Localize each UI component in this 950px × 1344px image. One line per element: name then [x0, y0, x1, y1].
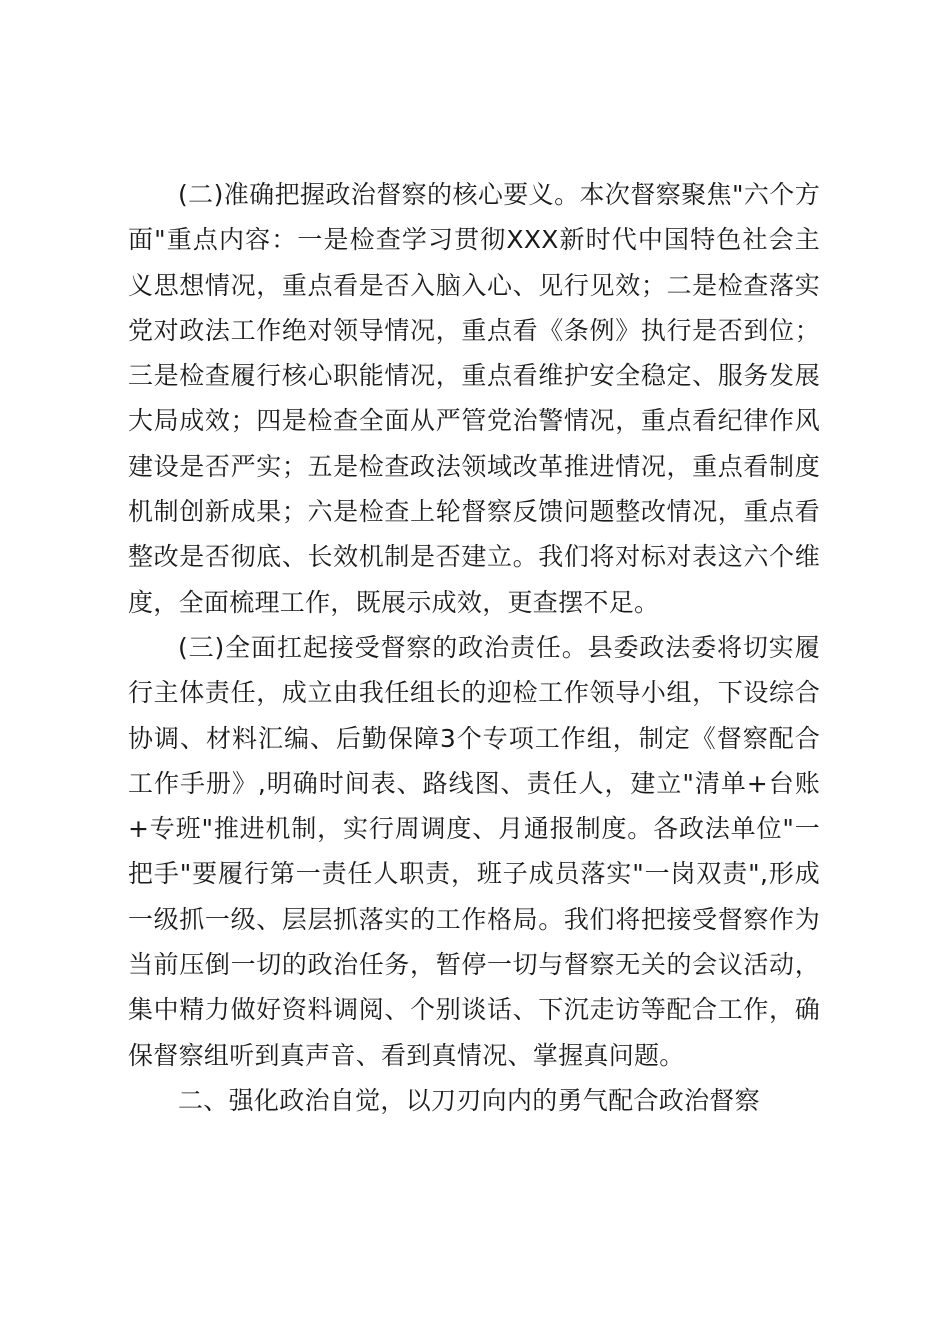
section-heading: 二、强化政治自觉，以刀刃向内的勇气配合政治督察 [178, 1085, 760, 1115]
document-body [128, 172, 820, 1123]
paragraph-core-meaning: (二)准确把握政治督察的核心要义。本次督察聚焦"六个方面"重点内容：一是检查学习贯彻XXX新时代中国特色社会主义思想情况，重点看是否入脑入心、见行见效；二是检查落实党对政法工作绝对领导情况，重点看《条例》执行是否到位；三是检查履行核心职能情况，重点看维护安全稳定、服务发展大局成效；四是检查全面从严管党治警情况，重点看纪律作风建设是否严实；五是检查政法领域改革推进情况，重点看制度机制创新成果；六是检查上轮督察反馈问题整改情况，重点看整改是否彻底、长效机制是否建立。我们将对标对表这六个维度，全面梳理工作，既展示成效，更查摆不足。 [128, 180, 820, 617]
paragraph-political-responsibility: (三)全面扛起接受督察的政治责任。县委政法委将切实履行主体责任，成立由我任组长的迎检工作领导小组，下设综合协调、材料汇编、后勤保障3个专项工作组，制定《督察配合工作手册》,明确时间表、路线图、责任人，建立"清单+台账+专班"推进机制，实行周调度、月通报制度。各政法单位"一把手"要履行第一责任人职责，班子成员落实"一岗双责",形成一级抓一级、层层抓落实的工作格局。我们将把接受督察作为当前压倒一切的政治任务，暂停一切与督察无关的会议活动，集中精力做好资料调阅、个别谈话、下沉走访等配合工作，确保督察组听到真声音、看到真情况、掌握真问题。 [128, 632, 820, 1070]
